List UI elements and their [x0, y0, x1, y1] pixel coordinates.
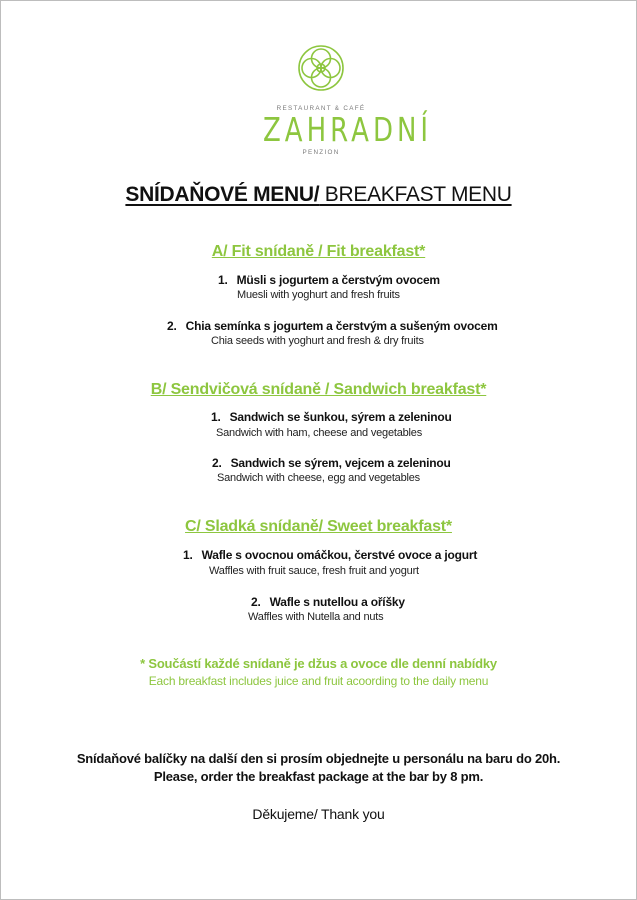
item-name: Wafle s ovocnou omáčkou, čerstvé ovoce a jogurt [201, 548, 478, 562]
menu-item-c2 [251, 595, 405, 609]
item-number: 2. [167, 319, 177, 333]
item-number: 1. [211, 410, 221, 424]
logo-penzion-text: PENZION [302, 149, 340, 156]
item-name: Müsli s jogurtem a čerstvým ovocem [236, 273, 440, 287]
menu-item-b1 [211, 410, 452, 424]
item-desc-c1: Waffles with fruit sauce, fresh fruit and yogurt [209, 565, 419, 577]
page-title [0, 183, 637, 207]
item-name: Chia semínka s jogurtem a čerstvým a sušeným ovocem [185, 319, 498, 333]
item-number: 2. [251, 595, 261, 609]
item-desc-b2: Sandwich with cheese, egg and vegetables [217, 472, 420, 484]
section-heading-a: A/ Fit snídaně / Fit breakfast* [211, 243, 426, 260]
item-number: 1. [218, 273, 228, 287]
flower-of-life-icon [297, 44, 345, 92]
order-info-czech: Snídaňové balíčky na další den si prosím objednejte u personálu na baru do 20h. [76, 751, 561, 766]
thank-you-text: Děkujeme/ Thank you [252, 806, 385, 822]
menu-item-a2 [167, 319, 498, 333]
menu-item-b2 [212, 456, 451, 470]
logo [263, 44, 433, 162]
note-czech: * Součástí každé snídaně je džus a ovoce dle denní nabídky [140, 656, 497, 671]
item-number: 2. [212, 456, 222, 470]
order-info-english: Please, order the breakfast package at the bar by 8 pm. [153, 769, 484, 784]
item-desc-b1: Sandwich with ham, cheese and vegetables [216, 427, 423, 439]
menu-item-a1 [218, 273, 440, 287]
note-english: Each breakfast includes juice and fruit acoording to the daily menu [148, 674, 489, 688]
item-name: Sandwich se sýrem, vejcem a zeleninou [230, 456, 451, 470]
item-desc-a1: Muesli with yoghurt and fresh fruits [237, 289, 400, 301]
item-desc-c2: Waffles with Nutella and nuts [248, 611, 384, 623]
item-name: Wafle s nutellou a oříšky [269, 595, 405, 609]
item-number: 1. [183, 548, 193, 562]
section-heading-b: B/ Sendvičová snídaně / Sandwich breakfast* [150, 381, 487, 398]
logo-restaurant-text: RESTAURANT & CAFÉ [276, 105, 366, 112]
section-heading-c: C/ Sladká snídaně/ Sweet breakfast* [185, 518, 452, 535]
menu-item-c1 [183, 548, 477, 562]
title-bold: SNÍDAŇOVÉ MENU/ [125, 183, 320, 206]
item-desc-a2: Chia seeds with yoghurt and fresh & dry fruits [211, 335, 424, 347]
title-plain: BREAKFAST MENU [319, 183, 512, 206]
item-name: Sandwich se šunkou, sýrem a zeleninou [229, 410, 452, 424]
logo-name: ZAHRADNÍ [263, 112, 433, 150]
